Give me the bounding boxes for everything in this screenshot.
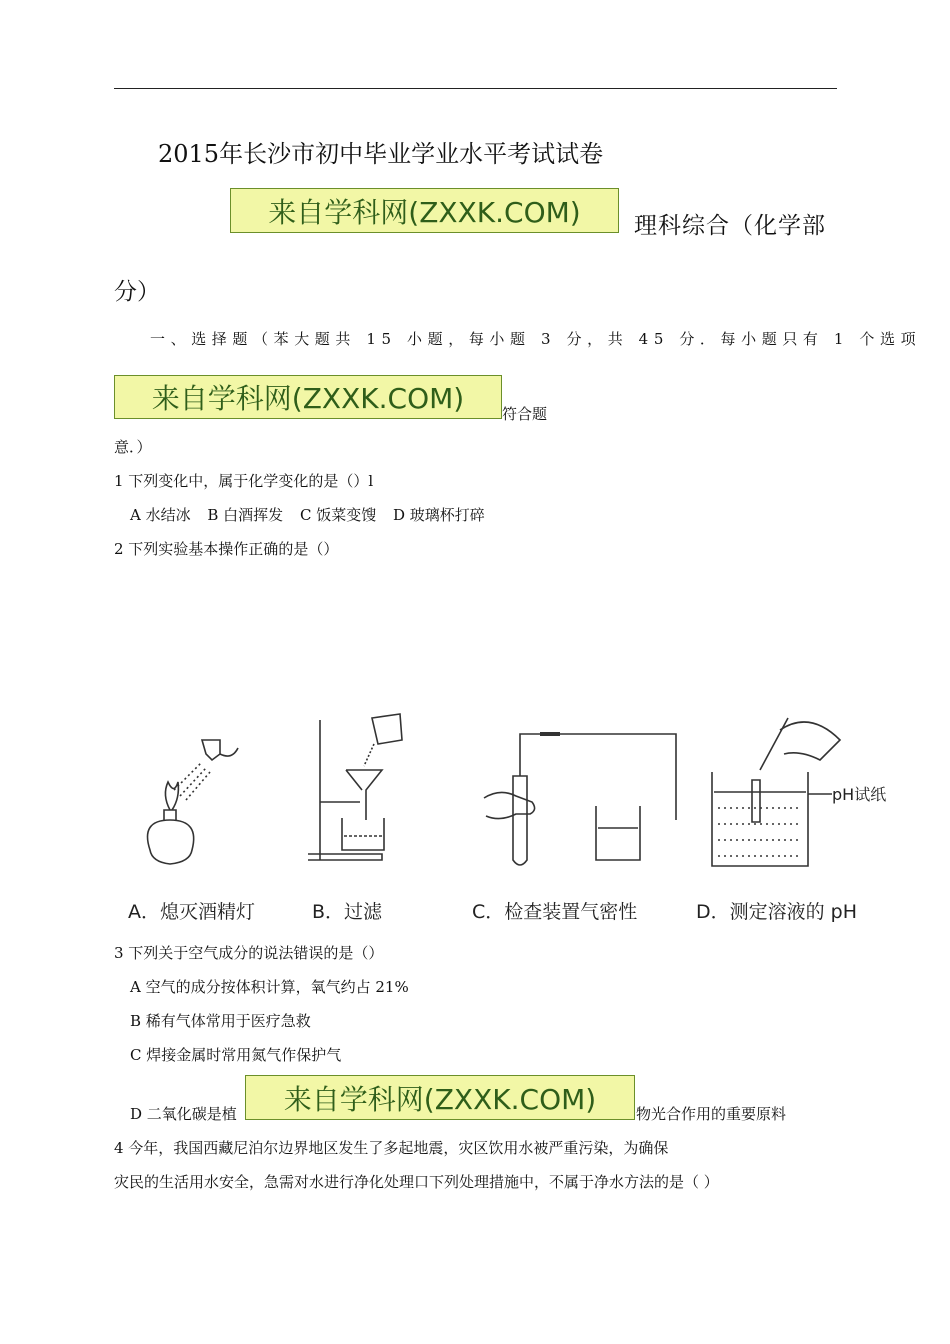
watermark-banner: 来自学科网(ZXXK.COM) xyxy=(245,1075,635,1120)
ph-paper-label: pH试纸 xyxy=(832,785,887,804)
question-1-options xyxy=(130,504,485,525)
question-3-option-c: C 焊接金属时常用氮气作保护气 xyxy=(130,1046,342,1064)
option-b: B 白酒挥发 xyxy=(207,506,284,524)
option-a: A 水结冰 xyxy=(130,506,191,524)
figure-caption-d: D．测定溶液的 pH xyxy=(696,901,858,923)
question-2-stem: 2 下列实验基本操作正确的是（） xyxy=(114,540,339,558)
question-3-option-b: B 稀有气体常用于医疗急救 xyxy=(130,1012,311,1030)
alcohol-lamp-illustration xyxy=(148,740,239,864)
question-3-option-d: D 二氧化碳是植 xyxy=(130,1105,237,1123)
ph-test-illustration xyxy=(712,718,840,866)
figure-caption-b: B．过滤 xyxy=(312,901,383,923)
top-rule xyxy=(114,88,837,89)
filtration-illustration xyxy=(308,714,402,860)
option-c: C 饭菜变馊 xyxy=(299,506,377,524)
exam-subtitle-end: 分） xyxy=(114,279,160,305)
section-intro: 一、选择题（苯大题共 15 小题，每小题 3 分，共 45 分．每小题只有 1 个选项 xyxy=(150,330,922,348)
question-3-option-d-tail: 物光合作用的重要原料 xyxy=(636,1105,787,1123)
section-intro-tail: 符合题 xyxy=(502,405,548,423)
watermark-banner: 来自学科网(ZXXK.COM) xyxy=(230,188,619,233)
option-d: D 玻璃杯打碎 xyxy=(393,506,485,524)
figure-caption-a: A．熄灭酒精灯 xyxy=(128,901,255,923)
question-3-stem: 3 下列关于空气成分的说法错误的是（） xyxy=(114,944,384,962)
question-4-stem-cont: 灾民的生活用水安全，急需对水进行净化处理口下列处理措施中，不属于净水方法的是（ ） xyxy=(114,1173,719,1191)
figure-caption-c: C．检查装置气密性 xyxy=(472,901,638,923)
question-4-stem: 4 今年，我国西藏尼泊尔边界地区发生了多起地震，灾区饮用水被严重污染，为确保 xyxy=(114,1139,669,1157)
watermark-banner: 来自学科网(ZXXK.COM) xyxy=(114,375,502,419)
question-3-option-a: A 空气的成分按体积计算，氧气约占 21% xyxy=(130,978,409,996)
exam-title: 2015年长沙市初中毕业学业水平考试试卷 xyxy=(158,140,604,168)
exam-subtitle: 理科综合（化学部 xyxy=(634,213,826,239)
lab-operations-figure xyxy=(120,710,887,925)
airtightness-illustration xyxy=(484,734,676,865)
section-intro-end: 意．） xyxy=(114,438,152,456)
question-1-stem: 1 下列变化中，属于化学变化的是（）l xyxy=(114,472,374,490)
